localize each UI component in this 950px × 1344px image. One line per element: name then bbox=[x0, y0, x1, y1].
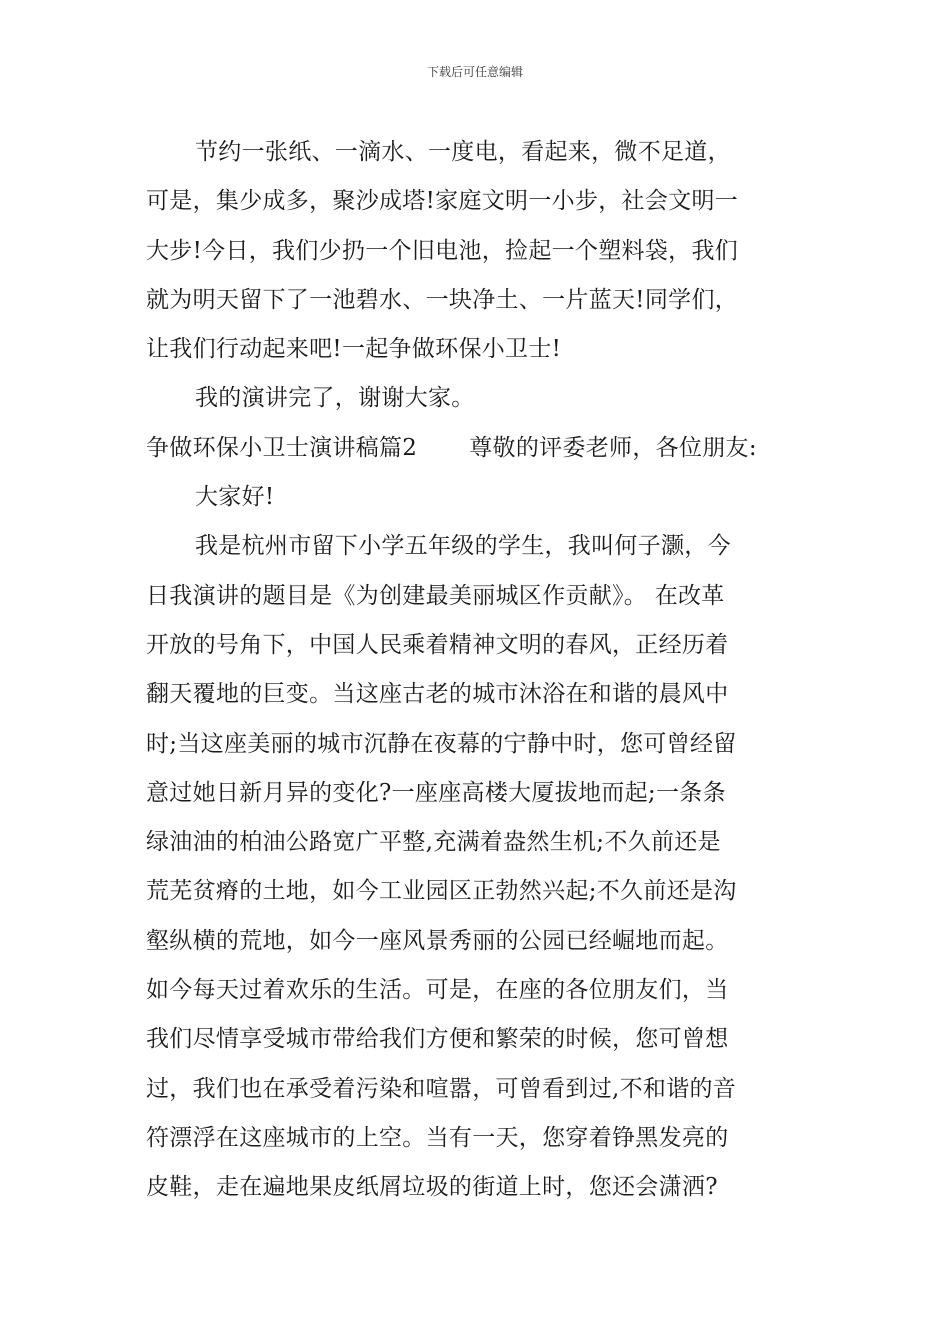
text-line: 如今每天过着欢乐的生活。可是，在座的各位朋友们，当 bbox=[146, 977, 729, 1004]
text-line: 翻天覆地的巨变。当这座古老的城市沐浴在和谐的晨风中 bbox=[146, 681, 729, 708]
text-line: 我们尽情享受城市带给我们方便和繁荣的时候，您可曾想 bbox=[146, 1026, 729, 1053]
text-line: 大家好! bbox=[195, 484, 275, 511]
section-heading-line bbox=[146, 424, 811, 473]
salutation: 尊敬的评委老师，各位朋友: bbox=[469, 434, 757, 461]
document-body bbox=[146, 128, 811, 1213]
text-line: 我的演讲完了，谢谢大家。 bbox=[195, 385, 475, 412]
text-line: 让我们行动起来吧!一起争做环保小卫士! bbox=[146, 336, 562, 363]
text-line: 意过她日新月异的变化?一座座高楼大厦拔地而起;一条条 bbox=[146, 779, 726, 806]
text-line: 就为明天留下了一池碧水、一块净土、一片蓝天!同学们， bbox=[146, 286, 739, 313]
section-title: 争做环保小卫士演讲稿篇2 bbox=[146, 434, 418, 461]
text-line: 日我演讲的题目是《为创建最美丽城区作贡献》。 在改革 bbox=[146, 582, 725, 609]
text-line: 符漂浮在这座城市的上空。当有一天，您穿着铮黑发亮的 bbox=[146, 1124, 729, 1151]
text-line: 过，我们也在承受着污染和喧嚣，可曾看到过,不和谐的音 bbox=[146, 1075, 737, 1102]
text-line: 皮鞋，走在遍地果皮纸屑垃圾的街道上时，您还会潇洒? bbox=[146, 1174, 718, 1201]
text-line: 我是杭州市留下小学五年级的学生，我叫何子灏，今 bbox=[195, 533, 731, 560]
text-line: 节约一张纸、一滴水、一度电，看起来，微不足道， bbox=[195, 139, 731, 165]
page-header: 下载后可任意编辑 bbox=[426, 65, 523, 79]
text-line: 大步!今日，我们少扔一个旧电池，捡起一个塑料袋，我们 bbox=[146, 237, 739, 264]
text-line: 壑纵横的荒地，如今一座风景秀丽的公园已经崛地而起。 bbox=[146, 927, 729, 954]
text-line: 荒芜贫瘠的土地，如今工业园区正勃然兴起;不久前还是沟 bbox=[146, 878, 737, 905]
text-line: 开放的号角下，中国人民乘着精神文明的春风，正经历着 bbox=[146, 631, 729, 658]
text-line: 时;当这座美丽的城市沉静在夜幕的宁静中时，您可曾经留 bbox=[146, 730, 737, 757]
text-line: 可是，集少成多，聚沙成塔!家庭文明一小步，社会文明一 bbox=[146, 188, 739, 215]
text-line: 绿油油的柏油公路宽广平整,充满着盎然生机;不久前还是 bbox=[146, 829, 721, 856]
